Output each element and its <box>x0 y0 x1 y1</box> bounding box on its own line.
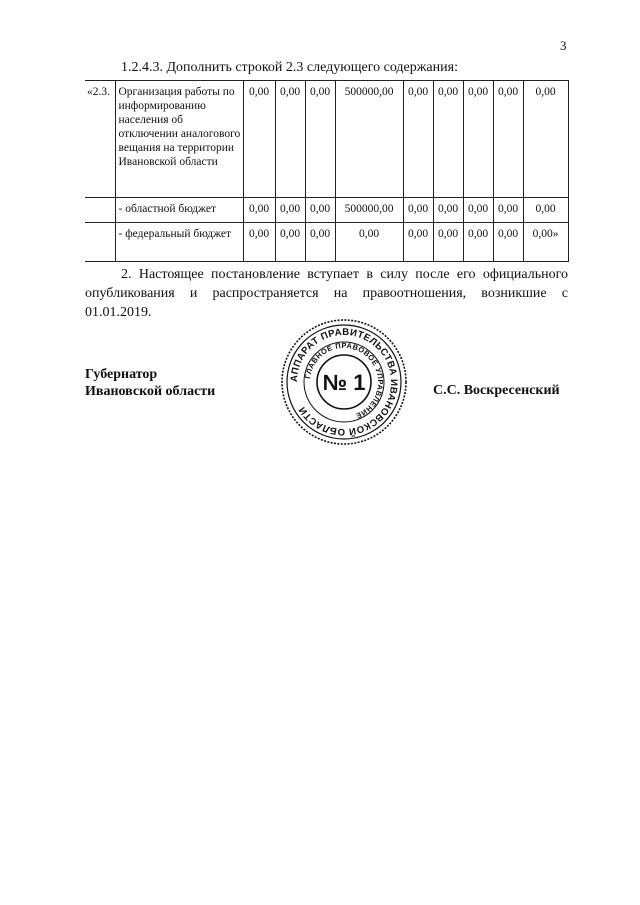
cell-value: 0,00» <box>523 223 568 262</box>
cell-value: 0,00 <box>335 223 403 262</box>
signatory-name: С.С. Воскресенский <box>433 383 560 398</box>
cell-value: 500000,00 <box>335 81 403 198</box>
row-name: - федеральный бюджет <box>115 223 243 262</box>
position-line-2: Ивановской области <box>85 384 216 399</box>
cell-value: 0,00 <box>403 81 433 198</box>
cell-value: 0,00 <box>243 81 275 198</box>
cell-value: 0,00 <box>493 198 523 223</box>
signature-position <box>85 366 215 400</box>
position-line-1: Губернатор <box>85 367 158 382</box>
cell-value: 500000,00 <box>335 198 403 223</box>
cell-value: 0,00 <box>403 198 433 223</box>
cell-value: 0,00 <box>463 198 493 223</box>
row-name: - областной бюджет <box>115 198 243 223</box>
seal-outer-text: АППАРАТ ПРАВИТЕЛЬСТВА ИВАНОВСКОЙ ОБЛАСТИ <box>288 326 400 438</box>
cell-value: 0,00 <box>305 223 335 262</box>
intro-line: 1.2.4.3. Дополнить строкой 2.3 следующего содержания: <box>121 60 458 75</box>
row-index <box>85 198 115 223</box>
cell-value: 0,00 <box>305 198 335 223</box>
cell-value: 0,00 <box>523 198 568 223</box>
cell-value: 0,00 <box>275 223 305 262</box>
table-row <box>85 198 568 223</box>
cell-value: 0,00 <box>275 198 305 223</box>
paragraph-2: 2. Настоящее постановление вступает в силу после его официального опубликования и распространяется на правоотношения, возникшие с 01.01.2019. <box>85 267 568 320</box>
cell-value: 0,00 <box>523 81 568 198</box>
cell-value: 0,00 <box>493 81 523 198</box>
budget-table <box>85 80 569 262</box>
cell-value: 0,00 <box>463 81 493 198</box>
row-index <box>85 223 115 262</box>
cell-value: 0,00 <box>463 223 493 262</box>
table-row <box>85 223 568 262</box>
official-seal <box>280 318 408 446</box>
cell-value: 0,00 <box>403 223 433 262</box>
table-row <box>85 81 568 198</box>
cell-value: 0,00 <box>305 81 335 198</box>
cell-value: 0,00 <box>433 81 463 198</box>
page-number: 3 <box>560 38 567 53</box>
seal-inner-text: ГЛАВНОЕ ПРАВОВОЕ УПРАВЛЕНИЕ <box>303 340 386 421</box>
row-name: Организация работы по информированию населения об отключении аналогового вещания на территории Ивановской области <box>115 81 243 198</box>
cell-value: 0,00 <box>493 223 523 262</box>
cell-value: 0,00 <box>243 198 275 223</box>
cell-value: 0,00 <box>433 198 463 223</box>
cell-value: 0,00 <box>275 81 305 198</box>
cell-value: 0,00 <box>433 223 463 262</box>
cell-value: 0,00 <box>243 223 275 262</box>
row-index: «2.3. <box>85 81 115 198</box>
seal-number: № 1 <box>322 370 366 395</box>
